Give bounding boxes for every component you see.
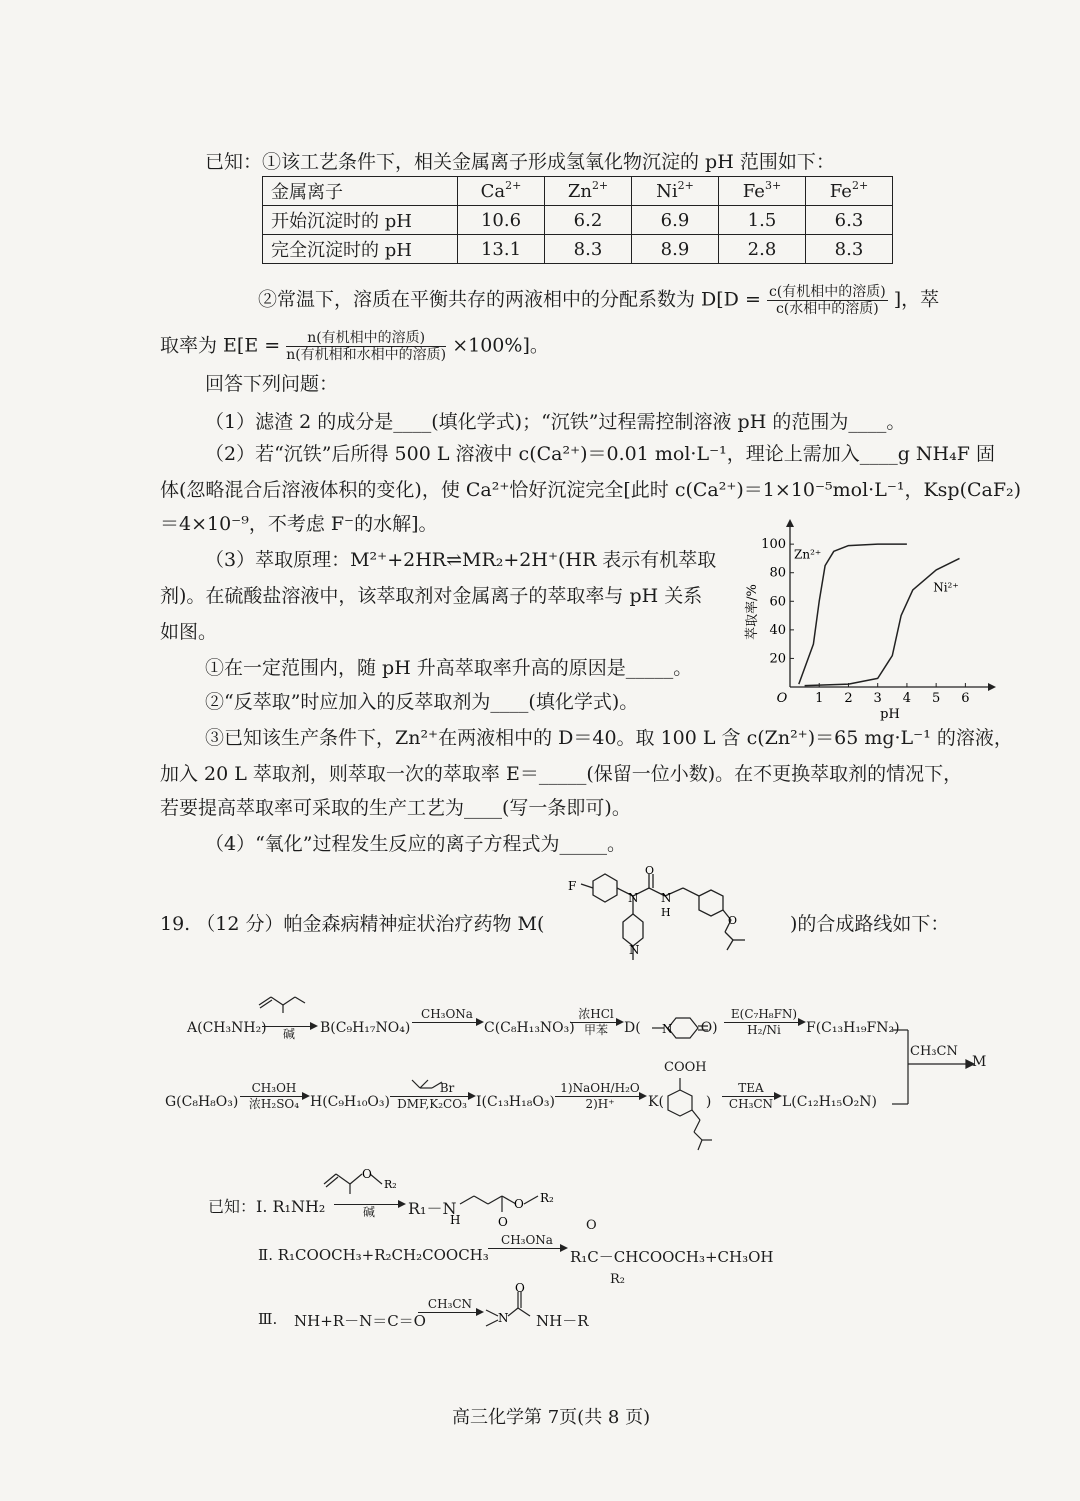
question-2-line-3: ＝4×10⁻⁹，不考虑 F⁻的水解]。: [160, 513, 438, 535]
question-2-line-1: （2）若“沉铁”后所得 500 L 溶液中 c(Ca²⁺)＝0.01 mol·L⁻¹，理论上需加入____g NH₄F 固: [205, 443, 995, 465]
svg-text:O: O: [645, 864, 655, 877]
x-tick-label: 4: [902, 691, 912, 706]
known-intro: 已知：①该工艺条件下，相关金属离子形成氢氧化物沉淀的 pH 范围如下：: [205, 151, 835, 173]
compound-b: B(C₉H₁₇NO₄): [320, 1020, 411, 1036]
compound-k-structure-icon: [660, 1076, 720, 1156]
x-tick-label: 5: [932, 691, 941, 706]
svg-text:O: O: [515, 1281, 525, 1295]
question-3-line-2: 剂)。在硫酸盐溶液中，该萃取剂对金属离子的萃取率与 pH 关系: [160, 585, 703, 607]
svg-text:N: N: [629, 943, 640, 957]
question-4: （4）“氧化”过程发生反应的离子方程式为_____。: [205, 833, 627, 855]
cooh-label: COOH: [664, 1060, 707, 1075]
compound-l: L(C₁₂H₁₅O₂N): [782, 1094, 877, 1110]
carbonyl-o-label: O: [586, 1218, 597, 1233]
arrow-i-k: 1)NaOH/H₂O 2)H⁺: [555, 1082, 645, 1111]
arrow-b-c: CH₃ONa: [412, 1008, 482, 1037]
series-label-zn: Zn²⁺: [794, 547, 822, 562]
question-3-sub-1: ①在一定范围内，随 pH 升高萃取率升高的原因是_____。: [205, 657, 693, 679]
known-reaction-2-left: Ⅱ. R₁COOCH₃+R₂CH₂COOCH₃: [258, 1246, 489, 1264]
x-tick-label: O: [776, 691, 788, 706]
arrow-a-b: 碱: [262, 1012, 316, 1041]
x-axis-arrow: [988, 683, 996, 691]
svg-text:O: O: [514, 1197, 524, 1211]
known-product-1-chain-icon: [450, 1184, 578, 1230]
compound-c: C(C₈H₁₃NO₃): [484, 1020, 575, 1036]
urea-structure-icon: [484, 1282, 544, 1332]
y-tick-label: 60: [769, 594, 786, 610]
compound-f: F(C₁₃H₁₉FN₂): [806, 1020, 900, 1036]
svg-text:N: N: [661, 891, 672, 905]
series-line-zn: [799, 544, 907, 684]
svg-text:F: F: [568, 879, 577, 893]
known-reaction-1-left: 已知：Ⅰ. R₁NH₂: [208, 1197, 326, 1216]
question-19-head: 19. （12 分）帕金森病精神症状治疗药物 M(: [160, 913, 545, 935]
svg-text:R₂: R₂: [540, 1191, 554, 1205]
svg-text:H: H: [450, 1213, 461, 1227]
question-3-sub-3-line-3: 若要提高萃取率可采取的生产工艺为____(写一条即可)。: [160, 797, 631, 819]
known-reaction-3-product: NH－R: [536, 1312, 589, 1330]
x-tick-label: 6: [961, 691, 970, 706]
arrow-to-m-label: CH₃CN: [910, 1044, 958, 1059]
svg-text:R₂: R₂: [384, 1178, 397, 1191]
drug-m-structure: [565, 866, 790, 976]
question-3-sub-2: ②“反萃取”时应加入的反萃取剂为____(填化学式)。: [205, 691, 639, 713]
known-reaction-2-product: R₁C－CHCOOCH₃+CH₃OH: [570, 1248, 774, 1266]
table-row: 完全沉淀时的 pH 13.1 8.3 8.9 2.8 8.3: [263, 235, 893, 264]
svg-text:N: N: [628, 891, 639, 905]
ion-cell: $Fe^{3+}$: [719, 177, 806, 206]
question-2-line-2: 体(忽略混合后溶液体积的变化)，使 Ca²⁺恰好沉淀完全[此时 c(Ca²⁺)＝1×10⁻⁵mol·L⁻¹，Ksp(CaF₂): [160, 479, 1022, 501]
arrow-d-f: E(C₇H₈FN) H₂/Ni: [724, 1008, 804, 1037]
table-header-label: 金属离子: [263, 177, 458, 206]
question-3-sub-3-line-1: ③已知该生产条件下，Zn²⁺在两液相中的 D＝40。取 100 L 含 c(Zn²⁺)＝65 mg·L⁻¹ 的溶液，: [205, 727, 1013, 749]
partition-line: ②常温下，溶质在平衡共存的两液相中的分配系数为 D[D = $\frac{\text{c(有机相中的溶质)}}{\text{c(水相中的溶质)}}$ ]，萃: [258, 284, 940, 317]
arrow-g-h: CH₃OH 浓H₂SO₄: [240, 1082, 308, 1111]
svg-text:O: O: [498, 1215, 508, 1229]
arrow-h-i: Br DMF,K₂CO₃: [390, 1082, 474, 1111]
arrow-k-l: TEA CH₃CN: [722, 1082, 780, 1111]
piperidone-structure-icon: [652, 1010, 712, 1046]
known-reaction-1-product: R₁－N: [408, 1199, 457, 1218]
compound-h: H(C₉H₁₀O₃): [310, 1094, 390, 1110]
x-tick-label: 2: [844, 691, 853, 706]
ion-cell: $Ca^{2+}$: [458, 177, 545, 206]
compound-a: A(CH₃NH₂): [187, 1020, 267, 1036]
isobutyl-bromide-icon: [410, 1076, 450, 1092]
x-axis-label: pH: [880, 707, 900, 722]
extraction-rate-line: 取率为 E[E = $\frac{\text{n(有机相中的溶质)}}{\text{n(有机相和水相中的溶质)}}$ ×100%]。: [160, 330, 549, 363]
x-tick-label: 1: [815, 691, 824, 706]
y-tick-label: 20: [769, 651, 786, 667]
question-3-sub-3-line-2: 加入 20 L 萃取剂，则萃取一次的萃取率 E＝_____(保留一位小数)。在不更换萃取剂的情况下，: [160, 763, 963, 785]
compound-d: D( O): [624, 1020, 718, 1036]
y-axis-label: 萃取率/%: [745, 584, 760, 640]
series-label-ni: Ni²⁺: [933, 580, 959, 595]
compound-k: K( ): [648, 1094, 712, 1110]
page-footer: 高三化学第 7页(共 8 页): [452, 1407, 651, 1428]
ion-cell: $Zn^{2+}$: [545, 177, 632, 206]
known-reaction-3-left: NH+R－N＝C＝O: [294, 1312, 426, 1330]
ph-table: [262, 176, 893, 264]
ion-cell: $Fe^{2+}$: [806, 177, 893, 206]
question-3-line-3: 如图。: [160, 621, 218, 643]
svg-text:O: O: [362, 1167, 372, 1181]
known-arrow-1: 碱: [334, 1190, 404, 1219]
x-tick-label: 3: [873, 691, 882, 706]
y-axis-arrow: [786, 519, 794, 527]
y-tick-label: 100: [761, 537, 786, 553]
d-fraction: $\frac{\text{c(有机相中的溶质)}}{\text{c(水相中的溶质)}}$: [768, 284, 886, 317]
y-tick-label: 40: [769, 622, 786, 638]
table-header-row: [263, 177, 893, 206]
y-tick-label: 80: [769, 565, 786, 581]
compound-i: I(C₁₃H₁₈O₃): [476, 1094, 555, 1110]
known-reaction-3-label: Ⅲ.: [258, 1310, 278, 1328]
answer-intro: 回答下列问题：: [205, 373, 339, 395]
e-fraction: $\frac{\text{n(有机相中的溶质)}}{\text{n(有机相和水相中的溶质)}}$: [286, 330, 447, 363]
ion-cell: $Ni^{2+}$: [632, 177, 719, 206]
known-arrow-3: CH₃CN: [418, 1298, 482, 1327]
series-line-ni: [805, 558, 960, 685]
svg-text:O: O: [728, 914, 738, 927]
known-arrow-2: CH₃ONa: [488, 1234, 566, 1263]
question-1: （1）滤渣 2 的成分是____(填化学式)；“沉铁”过程需控制溶液 pH 的范围为____。: [205, 411, 906, 433]
question-3-line-1: （3）萃取原理：M²⁺+2HR⇌MR₂+2H⁺(HR 表示有机萃取: [205, 549, 717, 571]
svg-text:N: N: [662, 1022, 673, 1036]
table-row: 开始沉淀时的 pH 10.6 6.2 6.9 1.5 6.3: [263, 206, 893, 235]
known-reaction-2-sub: R₂: [610, 1272, 625, 1287]
question-19-tail: )的合成路线如下：: [790, 913, 950, 935]
compound-m: M: [972, 1054, 987, 1070]
compound-g: G(C₈H₈O₃): [165, 1094, 239, 1110]
svg-text:H: H: [661, 906, 671, 919]
extraction-rate-chart: [740, 522, 995, 722]
svg-text:N: N: [498, 1311, 509, 1325]
arrow-c-d: 浓HCl 甲苯: [570, 1008, 622, 1037]
